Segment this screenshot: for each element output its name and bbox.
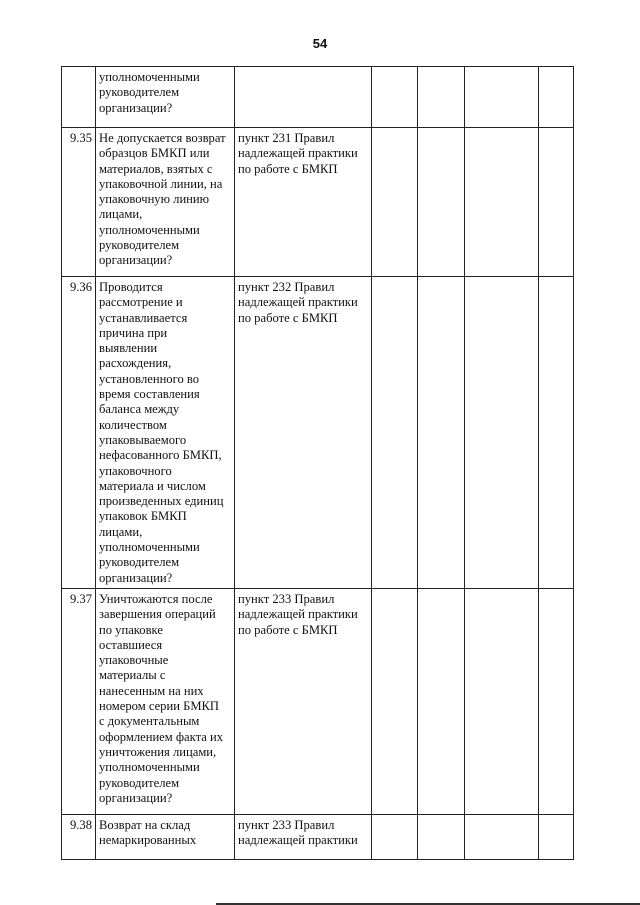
reference-cell xyxy=(235,128,372,277)
question-line: уничтожения лицами, xyxy=(99,744,217,759)
answer-cell xyxy=(465,67,539,128)
question-line: Уничтожаются после xyxy=(99,591,213,606)
answer-cell xyxy=(539,128,574,277)
question-line: причина при xyxy=(99,325,168,340)
answer-cell xyxy=(372,67,418,128)
table-row xyxy=(62,277,574,589)
question-line: выявлении xyxy=(99,341,158,356)
answer-cell xyxy=(539,814,574,859)
question-cell xyxy=(96,277,235,589)
question-line: организации? xyxy=(99,570,173,585)
question-line: упаковок БМКП xyxy=(99,509,187,524)
question-line: баланса между xyxy=(99,402,180,417)
question-cell xyxy=(96,67,235,128)
question-line: немаркированных xyxy=(99,833,197,848)
reference-cell xyxy=(235,277,372,589)
question-line: лицами, xyxy=(99,207,143,222)
question-line: уполномоченными xyxy=(99,70,200,84)
question-line: руководителем xyxy=(99,775,180,790)
reference-line: пункт 231 Правил xyxy=(238,131,335,145)
reference-line: пункт 233 Правил xyxy=(238,817,335,832)
question-line: Проводится xyxy=(99,280,163,294)
item-number: 9.35 xyxy=(62,128,96,277)
question-line: образцов БМКП или xyxy=(99,146,210,161)
item-number: 9.37 xyxy=(62,588,96,814)
question-line: Возврат на склад xyxy=(99,817,191,832)
question-line: уполномоченными xyxy=(99,540,200,555)
page-number: 54 xyxy=(312,36,328,51)
question-line: произведенных единиц xyxy=(99,494,224,509)
question-line: руководителем xyxy=(99,85,180,100)
reference-line: надлежащей практики xyxy=(238,833,358,848)
question-line: руководителем xyxy=(99,238,180,253)
reference-line: надлежащей практики xyxy=(238,607,358,622)
answer-cell xyxy=(465,814,539,859)
reference-line: по работе с БМКП xyxy=(238,161,338,176)
question-line: материалы с xyxy=(99,668,166,683)
answer-cell xyxy=(465,277,539,589)
question-line: нефасованного БМКП, xyxy=(99,448,222,463)
question-line: упаковываемого xyxy=(99,432,187,447)
question-cell xyxy=(96,588,235,814)
question-line: уполномоченными xyxy=(99,222,200,237)
answer-cell xyxy=(418,67,465,128)
reference-line: пункт 232 Правил xyxy=(238,280,335,294)
question-line: рассмотрение и xyxy=(99,295,183,310)
question-line: материалов, взятых с xyxy=(99,161,213,176)
table-row xyxy=(62,588,574,814)
question-line: номером серии БМКП xyxy=(99,699,220,714)
table-row xyxy=(62,814,574,859)
reference-line: надлежащей практики xyxy=(238,295,358,310)
answer-cell xyxy=(539,67,574,128)
table-row xyxy=(62,67,574,128)
reference-line: пункт 233 Правил xyxy=(238,591,335,606)
question-line: устанавливается xyxy=(99,310,188,325)
question-line: организации? xyxy=(99,100,173,115)
answer-cell xyxy=(539,588,574,814)
question-line: Не допускается возврат xyxy=(99,131,226,145)
question-line: оставшиеся xyxy=(99,637,163,652)
answer-cell xyxy=(418,814,465,859)
question-line: упаковочные xyxy=(99,653,169,668)
item-number: 9.38 xyxy=(62,814,96,859)
table-row xyxy=(62,128,574,277)
reference-line: надлежащей практики xyxy=(238,146,358,161)
answer-cell xyxy=(372,814,418,859)
reference-cell xyxy=(235,588,372,814)
question-line: нанесенным на них xyxy=(99,683,204,698)
reference-line: по работе с БМКП xyxy=(238,310,338,325)
question-line: лицами, xyxy=(99,524,143,539)
answer-cell xyxy=(539,277,574,589)
answer-cell xyxy=(372,128,418,277)
question-line: материала и числом xyxy=(99,478,206,493)
question-cell xyxy=(96,814,235,859)
answer-cell xyxy=(372,588,418,814)
reference-cell xyxy=(235,67,372,128)
question-line: завершения операций xyxy=(99,607,216,622)
question-line: количеством xyxy=(99,417,167,432)
question-line: упаковочного xyxy=(99,463,172,478)
reference-line: по работе с БМКП xyxy=(238,622,338,637)
question-line: организации? xyxy=(99,790,173,805)
answer-cell xyxy=(418,128,465,277)
question-line: организации? xyxy=(99,253,173,268)
item-number: 9.36 xyxy=(62,277,96,589)
reference-cell xyxy=(235,814,372,859)
question-line: оформлением факта их xyxy=(99,729,224,744)
answer-cell xyxy=(372,277,418,589)
question-line: по упаковке xyxy=(99,622,163,637)
question-line: расхождения, xyxy=(99,356,172,371)
question-line: руководителем xyxy=(99,555,180,570)
question-line: упаковочную линию xyxy=(99,192,210,207)
question-cell xyxy=(96,128,235,277)
question-line: с документальным xyxy=(99,714,200,729)
checklist-table xyxy=(61,66,574,860)
answer-cell xyxy=(418,277,465,589)
item-number xyxy=(62,67,96,128)
answer-cell xyxy=(418,588,465,814)
answer-cell xyxy=(465,588,539,814)
question-line: упаковочной линии, на xyxy=(99,176,223,191)
question-line: установленного во xyxy=(99,371,200,386)
question-line: время составления xyxy=(99,387,200,402)
question-line: уполномоченными xyxy=(99,760,200,775)
answer-cell xyxy=(465,128,539,277)
